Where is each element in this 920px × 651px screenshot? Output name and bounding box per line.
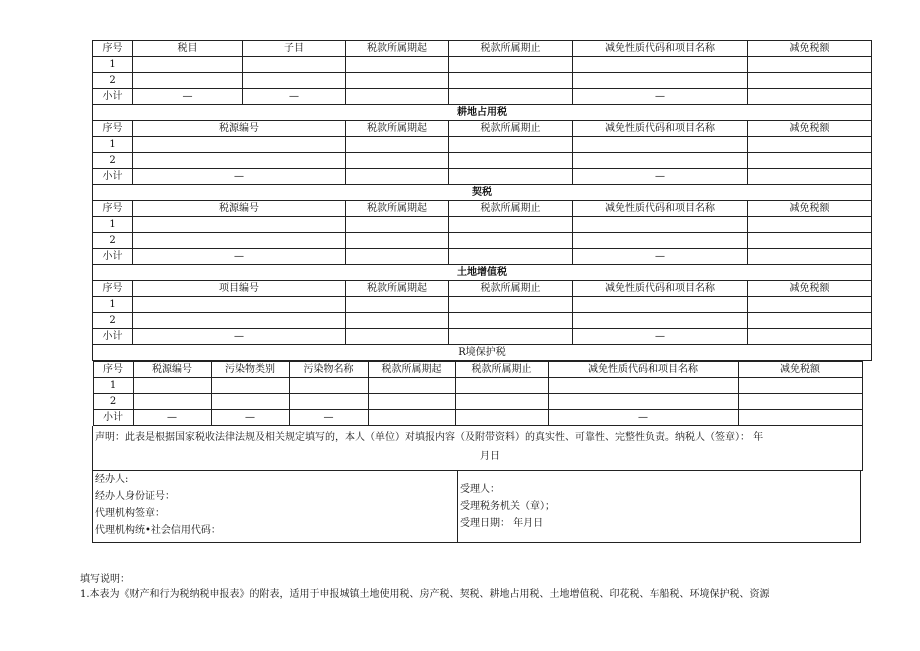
table-row-cell[interactable] <box>573 57 748 73</box>
table-row-cell[interactable] <box>455 378 548 394</box>
table-row-cell[interactable] <box>346 153 449 169</box>
table-row-cell[interactable] <box>573 297 748 313</box>
header-row <box>93 41 872 57</box>
table-row-cell[interactable] <box>573 233 748 249</box>
table-row-cell[interactable] <box>748 233 872 249</box>
table-row-cell[interactable] <box>449 297 573 313</box>
table-row-cell[interactable] <box>449 137 573 153</box>
subtotal-row-cell[interactable]: — <box>243 89 346 105</box>
header-row <box>93 281 872 297</box>
header-row-cell: 税源编号 <box>133 201 346 217</box>
table-row-cell[interactable] <box>748 137 872 153</box>
declaration-tail: 月日 <box>480 451 500 462</box>
subtotal-row-cell[interactable]: — <box>573 329 748 345</box>
agency-seal-field[interactable]: 代理机构签章： <box>95 508 165 519</box>
header-row-cell: 减免性质代码和项目名称 <box>573 201 748 217</box>
subtotal-row-cell[interactable]: — <box>211 410 289 426</box>
subtotal-row <box>93 89 872 105</box>
subtotal-row-cell[interactable]: — <box>573 249 748 265</box>
header-row-cell: 减免税额 <box>748 121 872 137</box>
table-row-cell[interactable] <box>133 153 346 169</box>
subtotal-row-cell[interactable] <box>449 169 573 185</box>
section-title: 耕地占用税 <box>93 105 872 121</box>
section-title-row <box>93 185 872 201</box>
env-section-container <box>93 361 872 427</box>
declaration <box>92 426 863 471</box>
tax-office-seal-field[interactable]: 受理税务机关（章）； <box>460 501 555 512</box>
table-row-cell[interactable] <box>738 378 862 394</box>
subtotal-row-cell[interactable] <box>748 169 872 185</box>
table-row-cell[interactable] <box>289 394 368 410</box>
table-row-cell[interactable] <box>133 137 346 153</box>
subtotal-row-cell[interactable] <box>748 249 872 265</box>
table-row-cell[interactable] <box>133 217 346 233</box>
subtotal-row-cell[interactable] <box>346 329 449 345</box>
subtotal-row <box>93 249 872 265</box>
subtotal-row-cell[interactable]: — <box>133 169 346 185</box>
header-row-cell: 序号 <box>93 362 133 378</box>
subtotal-row-cell[interactable]: — <box>133 410 211 426</box>
table-row-cell[interactable] <box>368 394 455 410</box>
table-row-cell[interactable] <box>748 153 872 169</box>
section-title: 契税 <box>93 185 872 201</box>
section-title: 土地增值税 <box>93 265 872 281</box>
header-row-cell: 减免性质代码和项目名称 <box>573 281 748 297</box>
table-row-cell: 2 <box>93 394 133 410</box>
table-row-cell: 1 <box>93 217 133 233</box>
header-row <box>93 362 862 378</box>
subtotal-row-cell[interactable]: — <box>133 89 243 105</box>
table-row-cell[interactable] <box>133 394 211 410</box>
agency-credit-code-field[interactable]: 代理机构统•社会信用代码： <box>95 525 221 536</box>
subtotal-row-cell[interactable] <box>346 249 449 265</box>
header-row-cell: 税目 <box>133 41 243 57</box>
table-row-cell[interactable] <box>449 73 573 89</box>
subtotal-row-cell: 小计 <box>93 249 133 265</box>
signature-block <box>92 471 861 543</box>
table-row-cell[interactable] <box>133 73 243 89</box>
declaration-text: 声明：此表是根据国家税收法律法规及相关规定填写的，本人（单位）对填报内容（及附带资料）的真实性、可靠性、完整性负责。纳税人（签章）： 年 <box>95 432 764 443</box>
section-title-row <box>93 265 872 281</box>
table-row-cell[interactable] <box>449 233 573 249</box>
table-row-cell[interactable] <box>455 394 548 410</box>
agent-name-field[interactable]: 经办人: <box>95 474 129 485</box>
subtotal-row-cell[interactable]: — <box>548 410 738 426</box>
table-row-cell[interactable] <box>449 217 573 233</box>
table-row-cell: 1 <box>93 137 133 153</box>
header-row-cell: 税款所属期止 <box>449 41 573 57</box>
table-row-cell[interactable] <box>748 313 872 329</box>
subtotal-row <box>93 410 862 426</box>
subtotal-row <box>93 169 872 185</box>
subtotal-row-cell: 小计 <box>93 89 133 105</box>
header-row-cell: 减免性质代码和项目名称 <box>573 41 748 57</box>
table-row <box>93 73 872 89</box>
table-row-cell[interactable] <box>738 394 862 410</box>
subtotal-row-cell[interactable]: — <box>573 169 748 185</box>
table-row <box>93 378 862 394</box>
header-row-cell: 税款所属期止 <box>449 201 573 217</box>
instructions-line-1: 1.本表为《财产和行为税纳税申报表》的附表，适用于申报城镇土地使用税、房产税、契税、耕地占用税、土地增值税、印花税、车船税、环境保护税、资源 <box>80 589 770 600</box>
table-row-cell[interactable] <box>548 378 738 394</box>
table-row-cell[interactable] <box>346 57 449 73</box>
subtotal-row-cell[interactable]: — <box>573 89 748 105</box>
table-row-cell[interactable] <box>211 394 289 410</box>
header-row <box>93 201 872 217</box>
header-row-cell: 税款所属期起 <box>346 41 449 57</box>
table-row <box>93 233 872 249</box>
header-row-cell: 减免性质代码和项目名称 <box>548 362 738 378</box>
header-row-cell: 税源编号 <box>133 121 346 137</box>
table-row-cell[interactable] <box>133 297 346 313</box>
header-row-cell: 税款所属期止 <box>455 362 548 378</box>
header-row-cell: 序号 <box>93 281 133 297</box>
table-row-cell[interactable] <box>346 313 449 329</box>
table-row-cell[interactable] <box>289 378 368 394</box>
subtotal-row-cell[interactable] <box>748 329 872 345</box>
instructions <box>80 572 770 602</box>
table-row-cell: 1 <box>93 297 133 313</box>
tax-relief-form <box>92 40 861 543</box>
section-title: R境保护税 <box>93 345 872 361</box>
header-row-cell: 税款所属期起 <box>368 362 455 378</box>
table-row-cell[interactable] <box>573 153 748 169</box>
subtotal-row-cell[interactable]: — <box>133 249 346 265</box>
subtotal-row-cell[interactable] <box>455 410 548 426</box>
table-row-cell[interactable] <box>346 233 449 249</box>
table-row-cell[interactable] <box>748 57 872 73</box>
table-row-cell[interactable] <box>243 73 346 89</box>
section-title-row <box>93 105 872 121</box>
subtotal-row-cell[interactable]: — <box>133 329 346 345</box>
relief-table <box>92 40 872 426</box>
table-row-cell[interactable] <box>346 137 449 153</box>
table-row-cell[interactable] <box>346 217 449 233</box>
table-row-cell[interactable] <box>573 73 748 89</box>
table-row-cell: 1 <box>93 378 133 394</box>
subtotal-row <box>93 329 872 345</box>
table-row-cell[interactable] <box>748 217 872 233</box>
subtotal-row-cell[interactable] <box>449 249 573 265</box>
table-row <box>93 137 872 153</box>
table-row <box>93 313 872 329</box>
subtotal-row-cell[interactable] <box>346 169 449 185</box>
table-row-cell: 2 <box>93 73 133 89</box>
header-row-cell: 减免税额 <box>748 281 872 297</box>
agent-id-field[interactable]: 经办人身份证号： <box>95 491 175 502</box>
table-row-cell[interactable] <box>346 73 449 89</box>
table-row-cell[interactable] <box>243 57 346 73</box>
tax-office-area <box>458 471 860 542</box>
table-row-cell[interactable] <box>449 313 573 329</box>
subtotal-row-cell: 小计 <box>93 410 133 426</box>
subtotal-row-cell: 小计 <box>93 329 133 345</box>
table-row-cell: 1 <box>93 57 133 73</box>
header-row-cell: 污染物名称 <box>289 362 368 378</box>
table-row-cell[interactable] <box>368 378 455 394</box>
section-title-row <box>93 345 872 361</box>
table-row <box>93 217 872 233</box>
header-row-cell: 税款所属期起 <box>346 281 449 297</box>
table-row-cell[interactable] <box>748 297 872 313</box>
subtotal-row-cell: 小计 <box>93 169 133 185</box>
header-row-cell: 税源编号 <box>133 362 211 378</box>
table-row-cell[interactable] <box>133 57 243 73</box>
table-row-cell: 2 <box>93 313 133 329</box>
table-row-cell[interactable] <box>548 394 738 410</box>
header-row-cell: 序号 <box>93 121 133 137</box>
subtotal-row-cell[interactable]: — <box>289 410 368 426</box>
subtotal-row-cell[interactable] <box>449 329 573 345</box>
header-row-cell: 项目编号 <box>133 281 346 297</box>
header-row-cell: 税款所属期止 <box>449 281 573 297</box>
table-row-cell: 2 <box>93 233 133 249</box>
header-row-cell: 税款所属期起 <box>346 121 449 137</box>
table-row-cell[interactable] <box>133 233 346 249</box>
table-row <box>93 297 872 313</box>
instructions-title: 填写说明： <box>80 574 130 585</box>
table-row <box>93 57 872 73</box>
header-row-cell: 减免性质代码和项目名称 <box>573 121 748 137</box>
header-row-cell: 子目 <box>243 41 346 57</box>
receive-date-field[interactable]: 受理日期： 年月日 <box>460 518 544 529</box>
header-row-cell: 序号 <box>93 41 133 57</box>
header-row-cell: 税款所属期止 <box>449 121 573 137</box>
header-row-cell: 减免税额 <box>738 362 862 378</box>
table-row-cell: 2 <box>93 153 133 169</box>
receiver-field[interactable]: 受理人： <box>460 484 500 495</box>
table-row <box>93 153 872 169</box>
table-row-cell[interactable] <box>573 137 748 153</box>
header-row <box>93 121 872 137</box>
header-row-cell: 税款所属期起 <box>346 201 449 217</box>
table-row-cell[interactable] <box>449 153 573 169</box>
subtotal-row-cell[interactable] <box>748 89 872 105</box>
table-row-cell[interactable] <box>133 378 211 394</box>
header-row-cell: 减免税额 <box>748 41 872 57</box>
subtotal-row-cell[interactable] <box>449 89 573 105</box>
subtotal-row-cell[interactable] <box>368 410 455 426</box>
subtotal-row-cell[interactable] <box>738 410 862 426</box>
table-row-cell[interactable] <box>573 217 748 233</box>
table-row-cell[interactable] <box>346 297 449 313</box>
table-row-cell[interactable] <box>748 73 872 89</box>
table-row-cell[interactable] <box>211 378 289 394</box>
header-row-cell: 减免税额 <box>748 201 872 217</box>
agent-signature-area <box>93 471 458 542</box>
table-row-cell[interactable] <box>133 313 346 329</box>
header-row-cell: 污染物类别 <box>211 362 289 378</box>
table-row-cell[interactable] <box>573 313 748 329</box>
header-row-cell: 序号 <box>93 201 133 217</box>
table-row <box>93 394 862 410</box>
subtotal-row-cell[interactable] <box>346 89 449 105</box>
table-row-cell[interactable] <box>449 57 573 73</box>
